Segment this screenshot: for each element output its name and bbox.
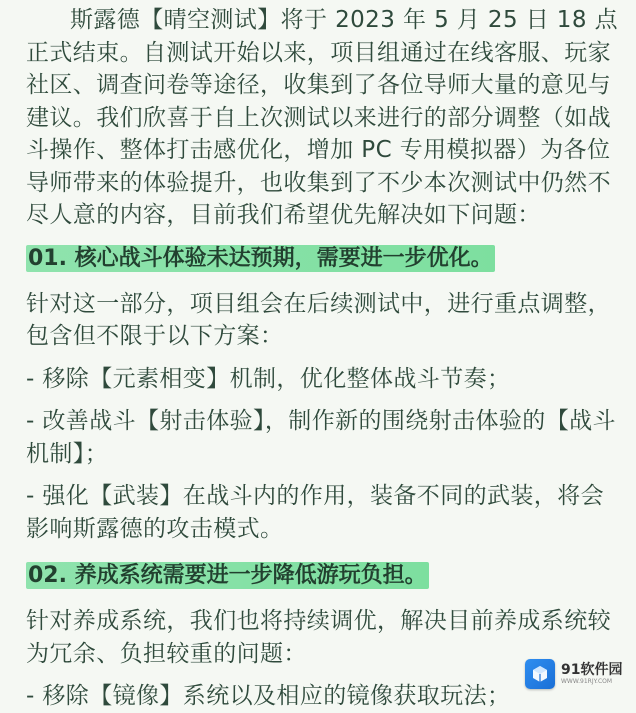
section2-heading-text: 02. 养成系统需要进一步降低游玩负担。 xyxy=(28,563,427,588)
site-watermark xyxy=(525,644,636,703)
intro-paragraph: 斯露德【晴空测试】将于 2023 年 5 月 25 日 18 点正式结束。自测试开始以来，项目组通过在线客服、玩家社区、调查问卷等途径，收集到了各位导师大量的意见与建议。我们欣喜于自上次测试以来进行的部分调整（如战斗操作、整体打击感优化，增加 PC 专用模拟器）为各位导师带来的体验提升，也收集到了不少本次测试中仍然不尽人意的内容，目前我们希望优先解决如下问题： xyxy=(26,7,618,228)
section1-lead: 针对这一部分，项目组会在后续测试中，进行重点调整，包含但不限于以下方案： xyxy=(26,290,611,349)
section1-heading xyxy=(26,244,620,274)
watermark-subtext: WWW.91RJY.COM xyxy=(561,677,613,685)
cube-logo-icon xyxy=(525,659,555,689)
section1-heading-text: 01. 核心战斗体验未达预期，需要进一步优化。 xyxy=(28,245,493,271)
section1-bullet-1: - 移除【元素相变】机制，优化整体战斗节奏； xyxy=(26,365,511,392)
section1-bullet-2: - 改善战斗【射击体验】，制作新的围绕射击体验的【战斗机制】； xyxy=(26,408,616,467)
section2-bullet-1: - 移除【镜像】系统以及相应的镜像获取玩法； xyxy=(26,683,511,709)
section1-bullet-3: - 强化【武装】在战斗内的作用，装备不同的武装，将会影响斯露德的攻击模式。 xyxy=(26,483,605,542)
section2-heading xyxy=(26,561,620,591)
section2-lead: 针对养成系统，我们也将持续调优，解决目前养成系统较为冗余、负担较重的问题： xyxy=(26,608,611,667)
watermark-text: 91软件园 xyxy=(561,661,623,678)
